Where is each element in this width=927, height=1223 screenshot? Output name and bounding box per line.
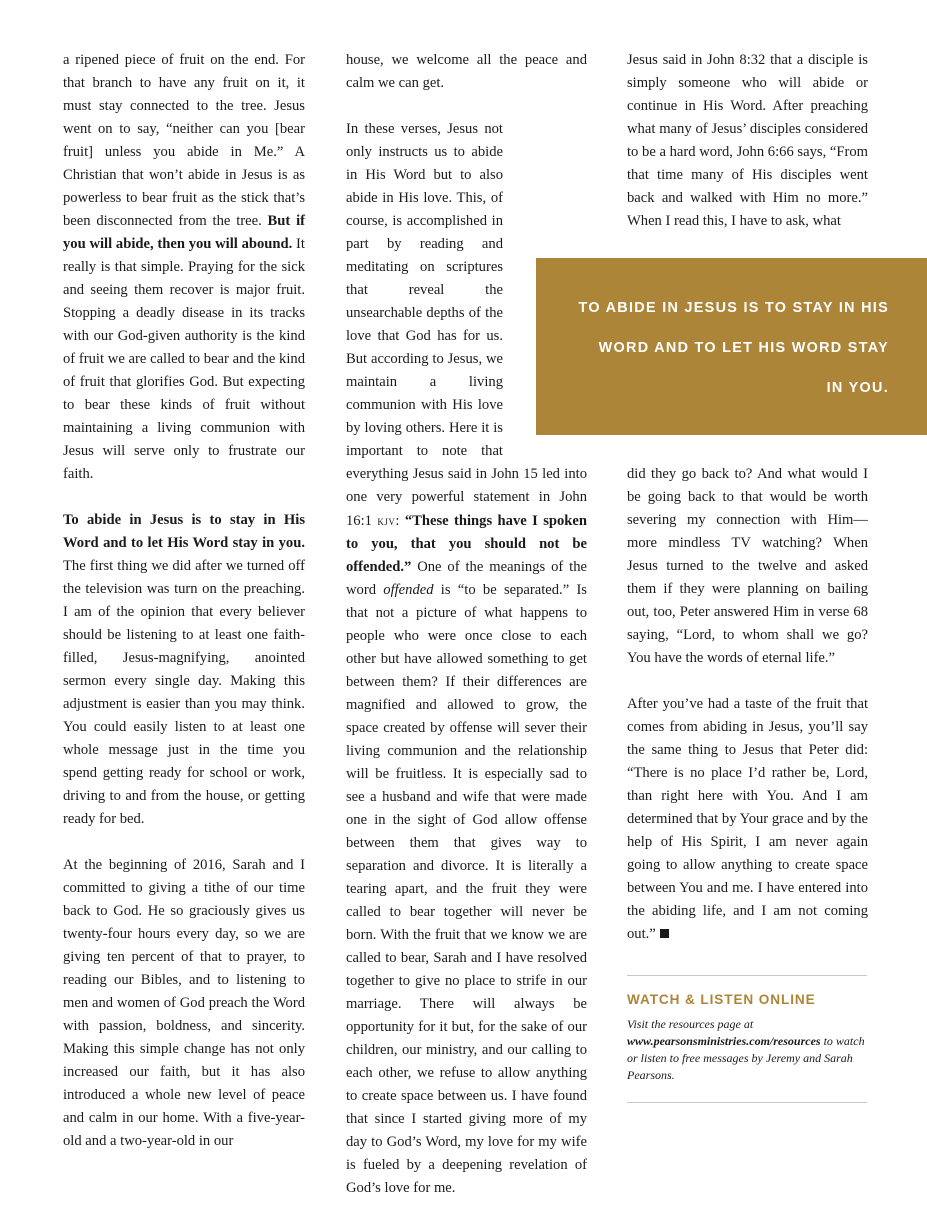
- pull-quote-line: WORD AND TO LET HIS WORD STAY: [598, 340, 889, 356]
- paragraph: a ripened piece of fruit on the end. For that branch to have any fruit on it, it must stay connected to the tree. Jesus went on to say, “neither can you [bear fruit] unless you abide in Me.” A Christian that won’t abide in Jesus is as powerless to bear fruit as the stick that’s been disconnected from the tree. But if you will abide, then you will abound. It really is that simple. Praying for the sick and seeing them recover is major fruit. Stopping a deadly disease in its tracks with our God-given authority is the kind of fruit we are called to bear and the kind of fruit that glorifies God. But expecting to bear these kinds of fruit without maintaining a living communion with Jesus will serve only to frustrate our faith.: [63, 52, 305, 482]
- kjv-abbrev: kjv: [377, 513, 396, 528]
- paragraph: did they go back to? And what would I be going back to that would be worth severing my connection with Him—more mindless TV watching? When Jesus turned to the twelve and asked them if they were planning on bailing out, too, Peter answered Him in verse 68 saying, “Lord, to whom shall we go? You have the words of eternal life.”: [627, 466, 868, 666]
- italic-word: offended: [383, 582, 434, 598]
- emphasis: To abide in Jesus is to stay in His Word and to let His Word stay in you.: [63, 512, 305, 551]
- paragraph: In these verses, Jesus not only instructs us to abide in His Word but to also abide in His love. This, of course, is accomplished in part by reading and meditating on scriptures that reveal the unsearchable depths of the love that God has for us. But according to Jesus, we maintain a living communion with His love by loving others. Here it is important to note that everything Jesus said in John 15 led into one very powerful statement in John 16:1 kjv: “These things have I spoken to you, that you should not be offended.” One of the meanings of the word offended is “to be separated.” Is that not a picture of what happens to people who were once close to each other but have allowed something to get between them? If their differences are magnified and allowed to grow, the space created by offense will sever their living communion and the relationship will be fruitless. It is especially sad to see a husband and wife that were made one in the sight of God allow offense between them that gives way to separation and divorce. It is literally a tearing apart, and the fruit they were called to bear together will never be born. With the fruit that we know we are called to bear, Sarah and I have resolved together to give no place to strife in our marriage. There will always be opportunity for it but, for the sake of our children, our ministry, and our calling to each other, we refuse to allow anything to create space between us. I have found that since I started giving more of my day to God’s Word, my love for my wife is fueled by a deepening revelation of God’s love for me.: [346, 121, 588, 1196]
- paragraph: house, we welcome all the peace and calm we can get.: [346, 52, 587, 91]
- article-column-3-bottom: [627, 463, 868, 969]
- paragraph: After you’ve had a taste of the fruit that comes from abiding in Jesus, you’ll say the same thing to Jesus that Peter did: “There is no place I’d rather be, Lord, than right here with You. And I am determined that by Your grace and by the help of His Spirit, I am never again going to allow anything to create space between You and me. I have entered into the abiding life, and I am not coming out.”: [627, 696, 868, 942]
- emphasis: But if you will abide, then you will abound.: [63, 213, 305, 252]
- pull-quote: [536, 258, 927, 435]
- article-column-2: [346, 49, 587, 1223]
- end-of-article-mark: [660, 929, 669, 938]
- pull-quote-line: IN YOU.: [826, 380, 889, 396]
- paragraph: Jesus said in John 8:32 that a disciple is simply someone who will abide or continue in His Word. After preaching what many of Jesus’ disciples considered to be a hard word, John 6:66 says, “From that time many of His disciples went back and walked with Him no more.” When I read this, I have to ask, what: [627, 52, 868, 229]
- paragraph: To abide in Jesus is to stay in His Word and to let His Word stay in you. The first thing we did after we turned off the television was turn on the preaching. I am of the opinion that every believer should be listening to at least one faith-filled, Jesus-magnifying, anointed sermon every single day. Making this adjustment is easier than you may think. You could easily listen to at least one whole message just in the time you spend getting ready for school or work, driving to and from the house, or getting ready for bed.: [63, 512, 305, 827]
- article-column-1: [63, 49, 305, 1176]
- article-column-3-top: [627, 49, 868, 256]
- watch-listen-description: Visit the resources page at www.pearsonsministries.com/resources to watch or listen to free messages by Jeremy and Sarah Pearsons.: [627, 1017, 865, 1082]
- resources-link[interactable]: www.pearsonsministries.com/resources: [627, 1034, 821, 1048]
- watch-listen-box: [627, 975, 867, 1103]
- watch-listen-heading: WATCH & LISTEN ONLINE: [627, 992, 816, 1007]
- paragraph: At the beginning of 2016, Sarah and I committed to giving a tithe of our time back to God. He so graciously gives us twenty-four hours every day, so we are giving ten percent of that to prayer, to reading our Bibles, and to listening to men and women of God preach the Word with passion, boldness, and sincerity. Making this simple change has not only increased our faith, but it has also introduced a whole new level of peace and calm in our home. With a five-year-old and a two-year-old in our: [63, 857, 305, 1149]
- scripture-quote: “These things have I spoken to you, that you should not be offended.”: [346, 513, 588, 575]
- pull-quote-line: TO ABIDE IN JESUS IS TO STAY IN HIS: [578, 300, 889, 316]
